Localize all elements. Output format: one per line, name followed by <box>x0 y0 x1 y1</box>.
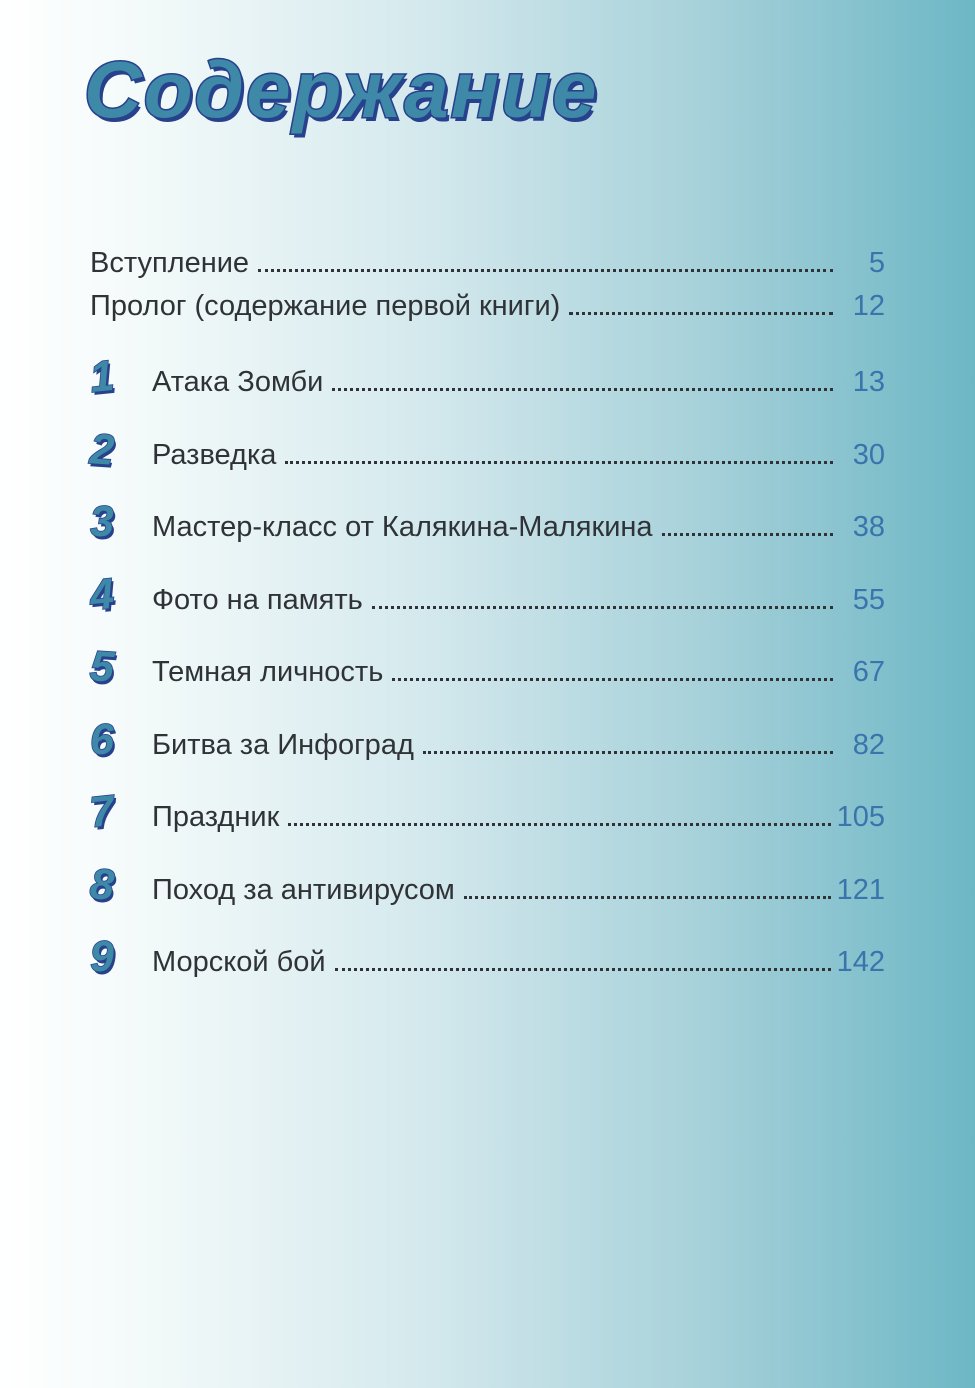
entry-label: Мастер-класс от Калякина-Малякина <box>152 511 653 543</box>
entry-label: Пролог (содержание первой книги) <box>90 290 561 322</box>
table-of-contents <box>87 247 885 1006</box>
dotted-leader <box>332 385 833 391</box>
chapter-number: 6 <box>89 715 115 764</box>
entry-page-number: 67 <box>852 656 885 688</box>
chapter-number: 8 <box>88 859 116 910</box>
dotted-leader <box>464 893 831 899</box>
entry-label: Фото на память <box>152 583 363 616</box>
toc-entry-chapter <box>90 426 885 499</box>
entry-page-number: 38 <box>852 511 885 543</box>
chapter-list <box>87 351 885 1006</box>
entry-page-number: 5 <box>868 247 885 279</box>
toc-entry-chapter <box>90 498 885 571</box>
entry-page-number: 142 <box>836 946 885 978</box>
entry-label: Битва за Инфоград <box>152 728 414 761</box>
entry-label: Атака Зомби <box>152 366 324 398</box>
toc-entry-front <box>90 290 885 333</box>
toc-entry-front <box>90 247 885 290</box>
chapter-number: 3 <box>89 497 115 547</box>
toc-entry-chapter <box>90 933 885 1006</box>
toc-entry-chapter <box>90 861 885 934</box>
dotted-leader <box>335 965 831 971</box>
entry-label: Праздник <box>152 801 280 833</box>
toc-entry-chapter <box>90 716 885 789</box>
chapter-number: 1 <box>87 351 117 403</box>
entry-page-number: 121 <box>836 873 885 906</box>
dotted-leader <box>423 748 833 754</box>
chapter-number: 9 <box>89 932 115 982</box>
dotted-leader <box>662 530 833 536</box>
toc-entry-chapter <box>87 351 885 426</box>
entry-page-number: 12 <box>852 290 885 322</box>
chapter-number: 5 <box>88 642 116 692</box>
dotted-leader <box>372 603 833 609</box>
toc-entry-chapter <box>87 786 885 861</box>
dotted-leader <box>288 820 830 826</box>
entry-label: Морской бой <box>152 946 326 978</box>
dotted-leader <box>258 266 833 272</box>
dotted-leader <box>569 309 833 315</box>
entry-page-number: 82 <box>852 728 885 761</box>
toc-entry-chapter <box>87 569 885 644</box>
entry-page-number: 30 <box>852 438 885 471</box>
page-title: Содержание <box>84 45 599 134</box>
entry-page-number: 105 <box>836 801 885 833</box>
entry-label: Темная личность <box>152 656 384 688</box>
entry-label: Разведка <box>152 438 277 471</box>
dotted-leader <box>285 458 833 464</box>
toc-entry-chapter <box>90 643 885 716</box>
entry-label: Вступление <box>90 247 250 279</box>
chapter-number: 4 <box>87 569 117 620</box>
dotted-leader <box>392 675 833 681</box>
entry-page-number: 55 <box>852 583 885 616</box>
entry-label: Поход за антивирусом <box>152 873 455 906</box>
chapter-number: 2 <box>88 424 116 475</box>
entry-page-number: 13 <box>852 366 885 398</box>
chapter-number: 7 <box>87 786 117 838</box>
